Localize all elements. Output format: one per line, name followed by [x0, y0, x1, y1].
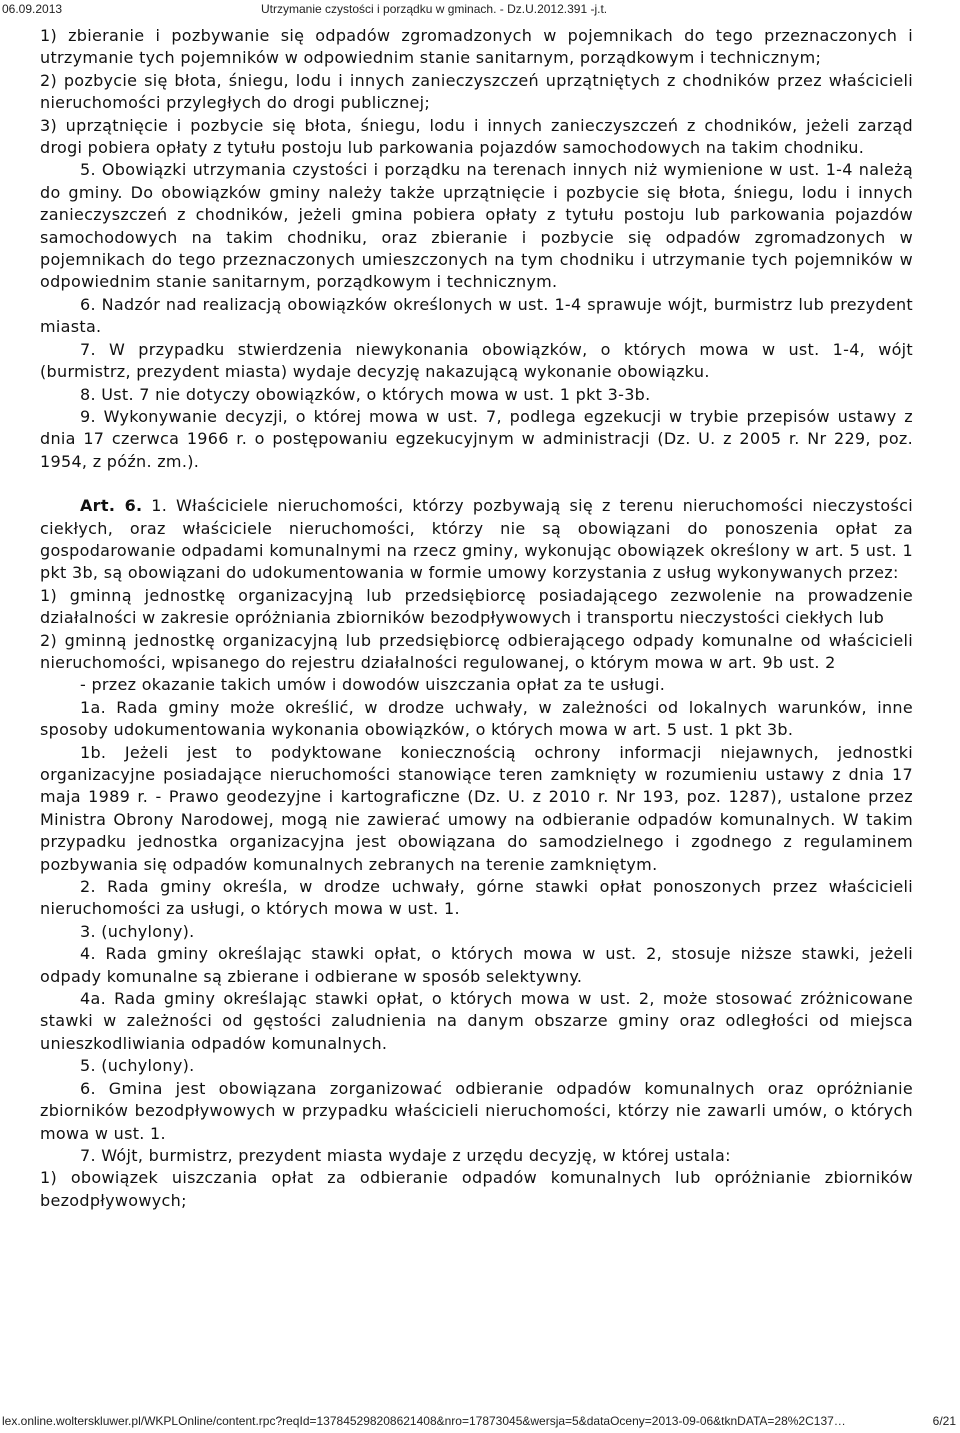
paragraph: 2. Rada gminy określa, w drodze uchwały, górne stawki opłat ponoszonych przez właścicieli nieruchomości za usługi, o których mowa w ust. 1. — [40, 877, 913, 919]
paragraph: 1) zbieranie i pozbywanie się odpadów zgromadzonych w pojemnikach do tego przeznaczonych i utrzymanie tych pojemników w odpowiednim stanie sanitarnym, porządkowym i technicznym; — [40, 26, 913, 68]
paragraph: 1a. Rada gminy może określić, w drodze uchwały, w zależności od lokalnych warunków, inne sposoby udokumentowania wykonania obowiązków, o których mowa w art. 5 ust. 1 pkt 3b. — [40, 697, 913, 740]
source-url[interactable]: lex.online.wolterskluwer.pl/WKPLOnline/content.rpc?reqId=137845298208621408&nro=17873045&wersja=5&dataOceny=2013-09-06&tknDATA=28%2C137… — [2, 1414, 846, 1428]
page-header — [0, 2, 960, 18]
spacer — [40, 473, 913, 495]
paragraph: 3) uprzątnięcie i pozbycie się błota, śniegu, lodu i innych zanieczyszczeń z chodników, jeżeli zarząd drogi pobiera opłaty z tytułu postoju lub parkowania pojazdów samochodowych na takim chodniku. — [40, 115, 913, 158]
list-item: - przez okazanie takich umów i dowodów uiszczania opłat za te usługi. — [80, 675, 666, 695]
page-number: 6/21 — [932, 1414, 956, 1428]
document-title: Utrzymanie czystości i porządku w gminach. - Dz.U.2012.391 -j.t. — [261, 2, 608, 16]
document-body — [40, 25, 913, 1212]
paragraph: 8. Ust. 7 nie dotyczy obowiązków, o których mowa w ust. 1 pkt 3-3b. — [80, 384, 651, 404]
paragraph: 2) pozbycie się błota, śniegu, lodu i innych zanieczyszczeń uprzątniętych z chodników przez właścicieli nieruchomości przyległych do drogi publicznej; — [40, 70, 913, 113]
paragraph: 6. Nadzór nad realizacją obowiązków określonych w ust. 1-4 sprawuje wójt, burmistrz lub prezydent miasta. — [40, 294, 913, 337]
paragraph: 5. (uchylony). — [80, 1056, 195, 1076]
paragraph: 9. Wykonywanie decyzji, o której mowa w ust. 7, podlega egzekucji w trybie przepisów ustawy z dnia 17 czerwca 1966 r. o postępowaniu egzekucyjnym w administracji (Dz. U. z 2005 r. Nr 229, poz. 1954, z późn. zm.). — [40, 406, 913, 471]
page-footer — [0, 1414, 960, 1430]
paragraph: 4. Rada gminy określając stawki opłat, o których mowa w ust. 2, stosuje niższe stawki, jeżeli odpady komunalne są zbierane i odbierane w sposób selektywny. — [40, 944, 913, 986]
article-paragraph — [40, 495, 913, 585]
print-date: 06.09.2013 — [2, 2, 63, 16]
list-item: 2) gminną jednostkę organizacyjną lub przedsiębiorcę odbierającego odpady komunalne od właścicieli nieruchomości, wpisanego do rejestru działalności regulowanej, o którym mowa w art. 9b ust. 2 — [40, 630, 913, 672]
paragraph: 6. Gmina jest obowiązana zorganizować odbieranie odpadów komunalnych oraz opróżnianie zbiorników bezodpływowych w przypadku właścicieli nieruchomości, którzy nie zawarli umów, o których mowa w ust. 1. — [40, 1078, 913, 1143]
list-item: 1) obowiązek uiszczania opłat za odbieranie odpadów komunalnych lub opróżnianie zbiorników bezodpływowych; — [40, 1168, 913, 1210]
paragraph: 7. Wójt, burmistrz, prezydent miasta wydaje z urzędu decyzję, w której ustala: — [80, 1145, 731, 1165]
article-text: 1. Właściciele nieruchomości, którzy pozbywają się z terenu nieruchomości nieczystości ciekłych, oraz właściciele nieruchomości, którzy nie są obowiązani do ponoszenia opłat za gospodarowanie odpadami komunalnymi na rzecz gminy, wykonując obowiązek określony w art. 5 ust. 1 pkt 3b, są obowiązani do udokumentowania w formie umowy korzystania z usług wykonywanych przez: — [40, 496, 913, 583]
paragraph: 4a. Rada gminy określając stawki opłat, o których mowa w ust. 2, może stosować zróżnicowane stawki w zależności od gęstości zaludnienia na danym obszarze gminy oraz odległości od miejsca unieszkodliwiania odpadów komunalnych. — [40, 989, 913, 1053]
paragraph: 5. Obowiązki utrzymania czystości i porządku na terenach innych niż wymienione w ust. 1-4 należą do gminy. Do obowiązków gminy należy także uprzątnięcie i pozbycie się błota, śniegu, lodu i innych zanieczyszczeń z chodników, jeżeli gmina pobiera opłaty z tytułu postoju lub parkowania pojazdów samochodowych na takim chodniku, oraz zbieranie i pozbycie się odpadów zgromadzonych w pojemnikach do tego przeznaczonych umieszczonych na tym chodniku i utrzymanie tych pojemników w odpowiednim stanie sanitarnym, porządkowym i technicznym. — [40, 160, 913, 292]
paragraph: 7. W przypadku stwierdzenia niewykonania obowiązków, o których mowa w ust. 1-4, wójt (burmistrz, prezydent miasta) wydaje decyzję nakazującą wykonanie obowiązku. — [40, 339, 913, 382]
article-label: Art. 6. — [80, 496, 143, 516]
list-item: 1) gminną jednostkę organizacyjną lub przedsiębiorcę posiadającego zezwolenie na prowadzenie działalności w zakresie opróżniania zbiorników bezodpływowych i transportu nieczystości ciekłych lub — [40, 585, 913, 628]
paragraph: 3. (uchylony). — [80, 921, 195, 941]
paragraph: 1b. Jeżeli jest to podyktowane koniecznością ochrony informacji niejawnych, jednostki organizacyjne posiadające nieruchomości stanowiące teren zamknięty w rozumieniu ustawy z dnia 17 maja 1989 r. - Prawo geodezyjne i kartograficzne (Dz. U. z 2010 r. Nr 193, poz. 1287), ustalone przez Ministra Obrony Narodowej, mogą nie zawierać umowy na odbieranie odpadów komunalnych. W takim przypadku jednostka organizacyjna jest obowiązana do samodzielnego i zgodnego z regulaminem pozbywania się odpadów komunalnych zebranych na terenie zamkniętym. — [40, 742, 913, 874]
